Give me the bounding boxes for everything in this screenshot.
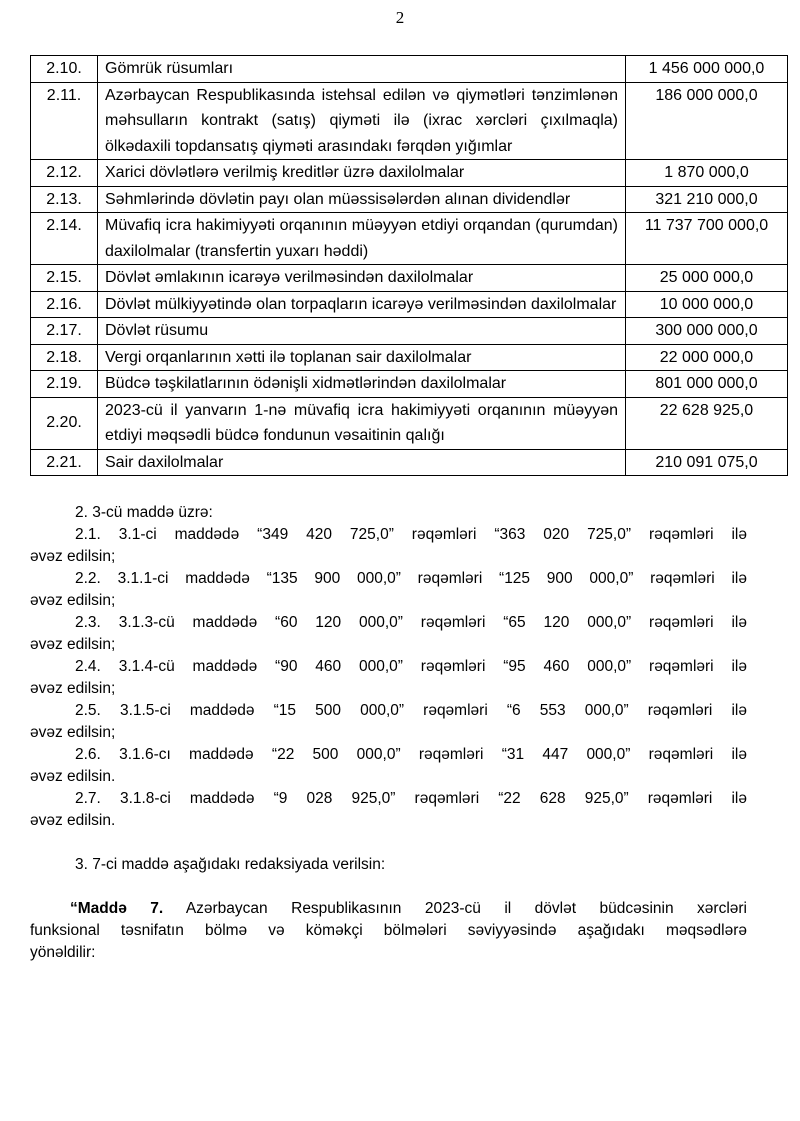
madde-7-line-2: funksional təsnifatın bölmə və köməkçi bölmələri səviyyəsində aşağıdakı məqsədlərə — [30, 922, 747, 939]
row-number-cell: 2.16. — [31, 291, 98, 318]
page-number: 2 — [395, 8, 405, 27]
amendment-item-tail: əvəz edilsin; — [30, 636, 116, 653]
table-row — [31, 56, 788, 83]
row-text-cell: Büdcə təşkilatlarının ödənişli xidmətlərindən daxilolmalar — [98, 371, 626, 398]
row-value-cell: 801 000 000,0 — [626, 371, 788, 398]
madde-7-paragraph — [30, 898, 747, 964]
row-number-cell: 2.12. — [31, 160, 98, 187]
table-row — [31, 291, 788, 318]
row-number-cell: 2.10. — [31, 56, 98, 83]
section-2-intro: 2. 3-cü maddə üzrə: — [75, 504, 213, 521]
amendment-item-tail: əvəz edilsin; — [30, 724, 116, 741]
row-value-cell: 1 870 000,0 — [626, 160, 788, 187]
amendment-item-tail: əvəz edilsin. — [30, 812, 116, 829]
row-value-cell: 22 000 000,0 — [626, 344, 788, 371]
amendment-item-text: 2.4. 3.1.4-cü maddədə “90 460 000,0” rəqəmləri “95 460 000,0” rəqəmləri ilə — [75, 658, 747, 675]
row-value-cell: 186 000 000,0 — [626, 82, 788, 160]
table-row — [31, 449, 788, 476]
row-number-cell: 2.19. — [31, 371, 98, 398]
amendment-item-2-4 — [30, 656, 747, 700]
row-number-cell: 2.21. — [31, 449, 98, 476]
amendment-item-tail: əvəz edilsin; — [30, 548, 116, 565]
amendment-item-text: 2.7. 3.1.8-ci maddədə “9 028 925,0” rəqəmləri “22 628 925,0” rəqəmləri ilə — [75, 790, 747, 807]
amendments-text-block — [30, 502, 747, 964]
row-value-cell: 11 737 700 000,0 — [626, 213, 788, 265]
table-row — [31, 82, 788, 160]
row-text-cell: Dövlət mülkiyyətində olan torpaqların icarəyə verilməsindən daxilolmalar — [98, 291, 626, 318]
amendment-item-text: 2.6. 3.1.6-cı maddədə “22 500 000,0” rəqəmləri “31 447 000,0” rəqəmləri ilə — [75, 746, 747, 763]
amendment-item-tail: əvəz edilsin; — [30, 680, 116, 697]
amendment-item-2-7 — [30, 788, 747, 832]
madde-7-line-1 — [30, 898, 747, 920]
section-3-intro: 3. 7-ci maddə aşağıdakı redaksiyada verilsin: — [75, 856, 386, 873]
row-text-cell: Gömrük rüsumları — [98, 56, 626, 83]
row-text-cell: Xarici dövlətlərə verilmiş kreditlər üzrə daxilolmalar — [98, 160, 626, 187]
row-text-cell: Vergi orqanlarının xətti ilə toplanan sair daxilolmalar — [98, 344, 626, 371]
row-value-cell: 1 456 000 000,0 — [626, 56, 788, 83]
table-row — [31, 265, 788, 292]
row-text-cell: Səhmlərində dövlətin payı olan müəssisələrdən alınan dividendlər — [98, 186, 626, 213]
table-row — [31, 186, 788, 213]
row-number-cell: 2.14. — [31, 213, 98, 265]
amendment-item-tail: əvəz edilsin. — [30, 768, 116, 785]
madde-7-line-3: yönəldilir: — [30, 944, 96, 961]
budget-revenues-table — [30, 55, 788, 476]
amendment-item-text: 2.1. 3.1-ci maddədə “349 420 725,0” rəqəmləri “363 020 725,0” rəqəmləri ilə — [75, 526, 747, 543]
row-text-cell: Dövlət rüsumu — [98, 318, 626, 345]
amendment-item-2-1 — [30, 524, 747, 568]
row-number-cell: 2.18. — [31, 344, 98, 371]
amendment-item-2-3 — [30, 612, 747, 656]
amendment-item-text: 2.3. 3.1.3-cü maddədə “60 120 000,0” rəqəmləri “65 120 000,0” rəqəmləri ilə — [75, 614, 747, 631]
row-value-cell: 22 628 925,0 — [626, 397, 788, 449]
madde-7-line-1-rest: Azərbaycan Respublikasının 2023-cü il dövlət büdcəsinin xərcləri — [163, 900, 747, 917]
row-value-cell: 25 000 000,0 — [626, 265, 788, 292]
amendment-item-2-6 — [30, 744, 747, 788]
row-value-cell: 300 000 000,0 — [626, 318, 788, 345]
table-row — [31, 213, 788, 265]
row-value-cell: 10 000 000,0 — [626, 291, 788, 318]
row-text-cell: Müvafiq icra hakimiyyəti orqanının müəyyən etdiyi orqandan (qurumdan) daxilolmalar (transfertin yuxarı həddi) — [98, 213, 626, 265]
amendment-item-tail: əvəz edilsin; — [30, 592, 116, 609]
row-number-cell: 2.17. — [31, 318, 98, 345]
table-row — [31, 397, 788, 449]
amendment-item-2-2 — [30, 568, 747, 612]
madde-7-bold-lead: “Maddə 7. — [70, 900, 164, 917]
row-number-cell: 2.11. — [31, 82, 98, 160]
amendment-item-text: 2.5. 3.1.5-ci maddədə “15 500 000,0” rəqəmləri “6 553 000,0” rəqəmləri ilə — [75, 702, 747, 719]
row-text-cell: 2023-cü il yanvarın 1-nə müvafiq icra hakimiyyəti orqanının müəyyən etdiyi məqsədli büdcə fondunun vəsaitinin qalığı — [98, 397, 626, 449]
row-number-cell: 2.13. — [31, 186, 98, 213]
row-value-cell: 210 091 075,0 — [626, 449, 788, 476]
row-number-cell: 2.15. — [31, 265, 98, 292]
row-text-cell: Sair daxilolmalar — [98, 449, 626, 476]
table-row — [31, 371, 788, 398]
table-row — [31, 344, 788, 371]
table-row — [31, 160, 788, 187]
row-text-cell: Azərbaycan Respublikasında istehsal edilən və qiymətləri tənzimlənən məhsulların kontrakt (satış) qiyməti ilə (ixrac xərcləri çıxılmaqla) ölkədaxili topdansatış qiyməti arasındakı fərqdən yığımlar — [98, 82, 626, 160]
row-value-cell: 321 210 000,0 — [626, 186, 788, 213]
row-number-cell: 2.20. — [31, 397, 98, 449]
table-row — [31, 318, 788, 345]
amendment-item-2-5 — [30, 700, 747, 744]
amendment-item-text: 2.2. 3.1.1-ci maddədə “135 900 000,0” rəqəmləri “125 900 000,0” rəqəmləri ilə — [75, 570, 747, 587]
row-text-cell: Dövlət əmlakının icarəyə verilməsindən daxilolmalar — [98, 265, 626, 292]
